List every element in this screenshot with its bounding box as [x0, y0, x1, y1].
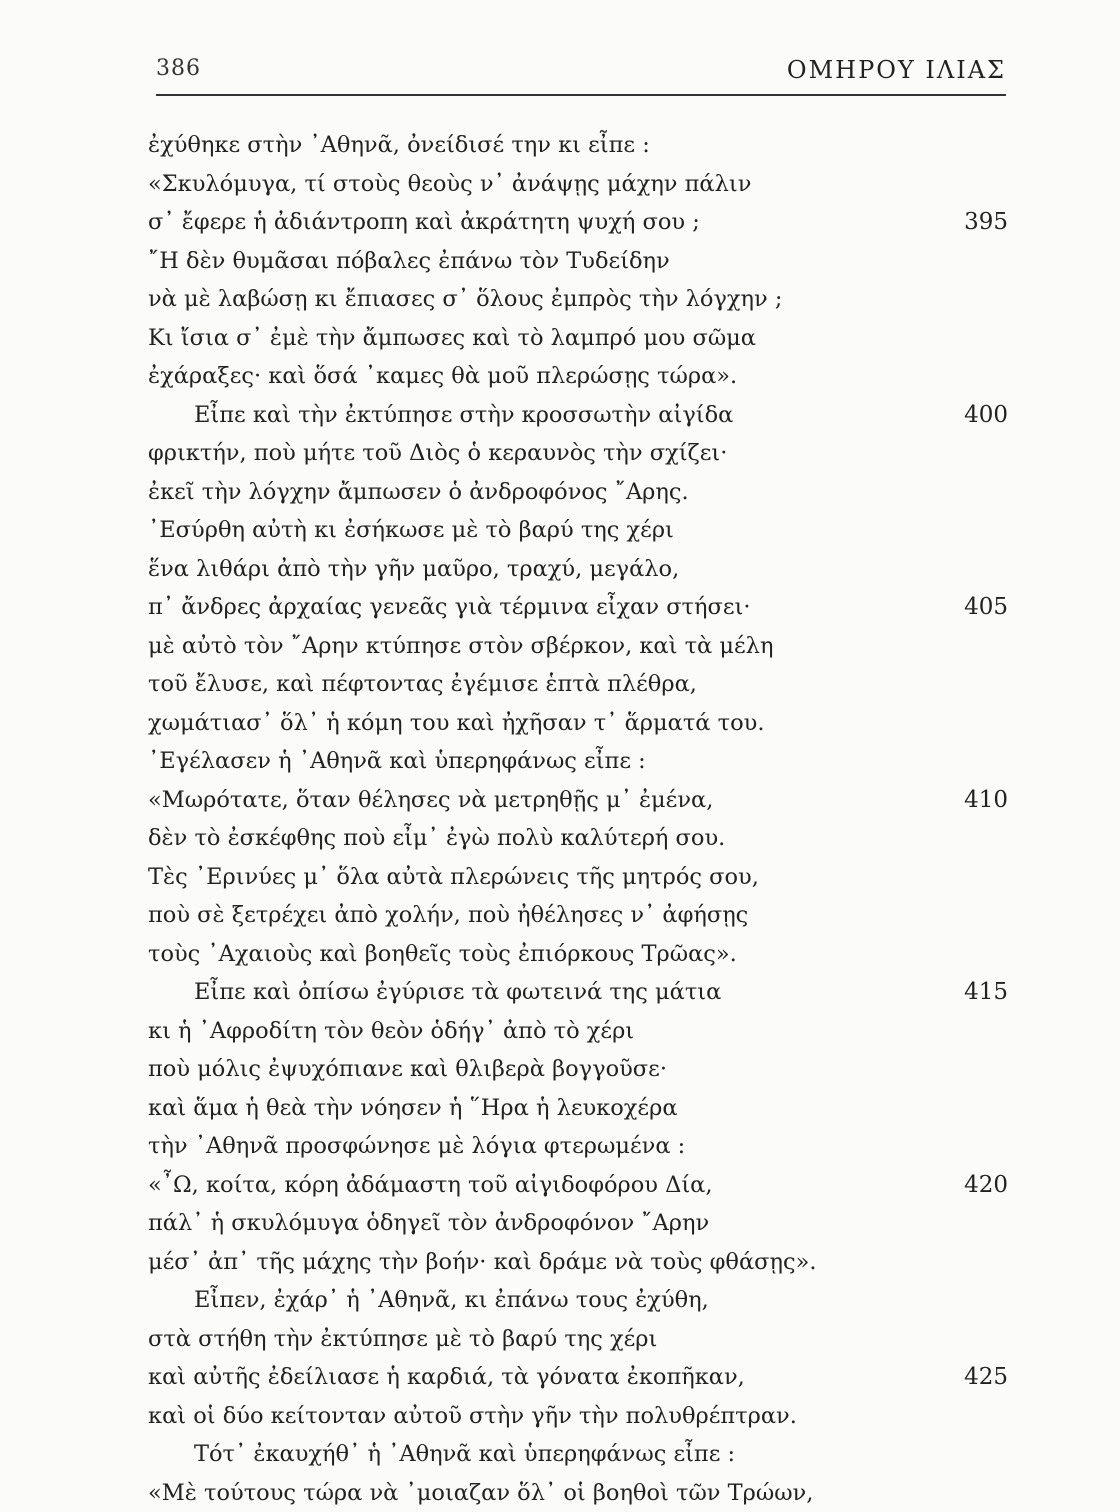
verse-text: «Μὲ τούτους τώρα νὰ ᾿μοιαζαν ὅλ᾿ οἱ βοηθοὶ τῶν Τρώων, [148, 1480, 813, 1506]
verse-number: 420 [964, 1166, 1008, 1205]
verse-line [148, 280, 1018, 319]
verse-line [148, 781, 1018, 820]
verse-text: Εἶπε καὶ ὀπίσω ἐγύρισε τὰ φωτεινά της μάτια [148, 979, 721, 1005]
verse-line [148, 704, 1018, 743]
verse-line [148, 819, 1018, 858]
verse-line [148, 1435, 1018, 1474]
verse-text: φρικτήν, ποὺ μήτε τοῦ Διὸς ὁ κεραυνὸς τὴν σχίζει· [148, 440, 727, 466]
verse-text: σ᾿ ἔφερε ἡ ἀδιάντροπη καὶ ἀκράτητη ψυχή σου ; [148, 209, 700, 235]
verse-text: π᾿ ἄνδρες ἀρχαίας γενεᾶς γιὰ τέρμινα εἶχαν στήσει· [148, 594, 750, 620]
verse-line [148, 1358, 1018, 1397]
verse-text: μὲ αὐτὸ τὸν ῎Αρην κτύπησε στὸν σβέρκον, καὶ τὰ μέλη [148, 633, 773, 659]
verse-line [148, 357, 1018, 396]
verse-line [148, 396, 1018, 435]
verse-block [148, 126, 1018, 1512]
verse-line [148, 550, 1018, 589]
verse-text: τοὺς ᾿Αχαιοὺς καὶ βοηθεῖς τοὺς ἐπιόρκους Τρῶας». [148, 941, 737, 967]
verse-line [148, 1243, 1018, 1282]
verse-text: Εἶπε καὶ τὴν ἐκτύπησε στὴν κροσσωτὴν αἰγίδα [148, 402, 733, 428]
verse-number: 410 [964, 781, 1008, 820]
verse-text: καὶ ἅμα ἡ θεὰ τὴν νόησεν ἡ ῞Ηρα ἡ λευκοχέρα [148, 1095, 678, 1121]
verse-text: ᾿Εγέλασεν ἡ ᾿Αθηνᾶ καὶ ὑπερηφάνως εἶπε : [148, 748, 646, 774]
verse-text: ποὺ σὲ ξετρέχει ἀπὸ χολήν, ποὺ ἠθέλησες ν᾿ ἀφήσῃς [148, 902, 748, 928]
verse-line [148, 1089, 1018, 1128]
verse-line [148, 1320, 1018, 1359]
verse-text: ἕνα λιθάρι ἀπὸ τὴν γῆν μαῦρο, τραχύ, μεγάλο, [148, 556, 679, 582]
verse-text: «Σκυλόμυγα, τί στοὺς θεοὺς ν᾿ ἀνάψῃς μάχην πάλιν [148, 171, 751, 197]
verse-line [148, 1127, 1018, 1166]
verse-line [148, 242, 1018, 281]
verse-text: κι ἡ ᾿Αφροδίτη τὸν θεὸν ὁδήγ᾿ ἀπὸ τὸ χέρι [148, 1018, 634, 1044]
verse-line [148, 1012, 1018, 1051]
verse-text: τὴν ᾿Αθηνᾶ προσφώνησε μὲ λόγια φτερωμένα : [148, 1133, 685, 1159]
verse-text: «Μωρότατε, ὅταν θέλησες νὰ μετρηθῇς μ᾿ ἐμένα, [148, 787, 713, 813]
verse-text: χωμάτιασ᾿ ὅλ᾿ ἡ κόμη του καὶ ἠχῆσαν τ᾿ ἅρματά του. [148, 710, 764, 736]
verse-line [148, 935, 1018, 974]
verse-line [148, 896, 1018, 935]
verse-line [148, 1397, 1018, 1436]
verse-line [148, 126, 1018, 165]
verse-number: 415 [964, 973, 1008, 1012]
verse-text: ῎Η δὲν θυμᾶσαι πόβαλες ἐπάνω τὸν Τυδείδην [148, 248, 670, 274]
verse-number: 395 [964, 203, 1008, 242]
verse-text: καὶ οἱ δύο κείτονταν αὐτοῦ στὴν γῆν τὴν πολυθρέπτραν. [148, 1403, 797, 1429]
verse-text: ἐχάραξες· καὶ ὅσά ᾿καμες θὰ μοῦ πλερώσῃς τώρα». [148, 363, 737, 389]
verse-text: Τὲς ᾿Ερινύες μ᾿ ὅλα αὐτὰ πλερώνεις τῆς μητρός σου, [148, 864, 759, 890]
verse-line [148, 973, 1018, 1012]
page-header [156, 56, 1006, 96]
verse-text: ᾿Εσύρθη αὐτὴ κι ἐσήκωσε μὲ τὸ βαρύ της χέρι [148, 517, 674, 543]
running-title: ΟΜΗΡΟΥ ΙΛΙΑΣ [787, 56, 1006, 84]
verse-text: Εἶπεν, ἐχάρ᾿ ἡ ᾿Αθηνᾶ, κι ἐπάνω τους ἐχύθη, [148, 1287, 709, 1313]
verse-line [148, 1204, 1018, 1243]
verse-line [148, 1050, 1018, 1089]
verse-text: ποὺ μόλις ἐψυχόπιανε καὶ θλιβερὰ βογγοῦσε· [148, 1056, 667, 1082]
verse-line [148, 627, 1018, 666]
verse-line [148, 473, 1018, 512]
verse-text: πάλ᾿ ἡ σκυλόμυγα ὁδηγεῖ τὸν ἀνδροφόνον ῎Αρην [148, 1210, 709, 1236]
verse-text: στὰ στήθη τὴν ἐκτύπησε μὲ τὸ βαρύ της χέρι [148, 1326, 657, 1352]
verse-number: 405 [964, 588, 1008, 627]
verse-number: 425 [964, 1358, 1008, 1397]
verse-line [148, 203, 1018, 242]
verse-number: 400 [964, 396, 1008, 435]
verse-text: ἐχύθηκε στὴν ᾿Αθηνᾶ, ὀνείδισέ την κι εἶπε : [148, 132, 650, 158]
verse-text: καὶ αὐτῆς ἐδείλιασε ἡ καρδιά, τὰ γόνατα ἐκοπῆκαν, [148, 1364, 745, 1390]
verse-line [148, 665, 1018, 704]
verse-text: τοῦ ἔλυσε, καὶ πέφτοντας ἐγέμισε ἑπτὰ πλέθρα, [148, 671, 697, 697]
verse-text: μέσ᾿ ἀπ᾿ τῆς μάχης τὴν βοήν· καὶ δράμε νὰ τοὺς φθάσῃς». [148, 1249, 817, 1275]
verse-line [148, 1474, 1018, 1512]
verse-text: Τότ᾿ ἐκαυχήθ᾿ ἡ ᾿Αθηνᾶ καὶ ὑπερηφάνως εἶπε : [148, 1441, 735, 1467]
verse-line [148, 1281, 1018, 1320]
verse-text: «῏Ω, κοίτα, κόρη ἀδάμαστη τοῦ αἰγιδοφόρου Δία, [148, 1172, 713, 1198]
header-rule [156, 94, 1006, 96]
verse-line [148, 434, 1018, 473]
page-number: 386 [156, 56, 201, 81]
verse-line [148, 742, 1018, 781]
verse-text: δὲν τὸ ἐσκέφθης ποὺ εἶμ᾿ ἐγὼ πολὺ καλύτερή σου. [148, 825, 725, 851]
verse-text: ἐκεῖ τὴν λόγχην ἄμπωσεν ὁ ἀνδροφόνος ῎Αρης. [148, 479, 689, 505]
verse-text: νὰ μὲ λαβώσῃ κι ἔπιασες σ᾿ ὅλους ἐμπρὸς τὴν λόγχην ; [148, 286, 782, 312]
verse-line [148, 1166, 1018, 1205]
verse-text: Κι ἴσια σ᾿ ἐμὲ τὴν ἄμπωσες καὶ τὸ λαμπρό μου σῶμα [148, 325, 756, 351]
verse-line [148, 858, 1018, 897]
verse-line [148, 511, 1018, 550]
verse-line [148, 165, 1018, 204]
verse-line [148, 319, 1018, 358]
verse-line [148, 588, 1018, 627]
